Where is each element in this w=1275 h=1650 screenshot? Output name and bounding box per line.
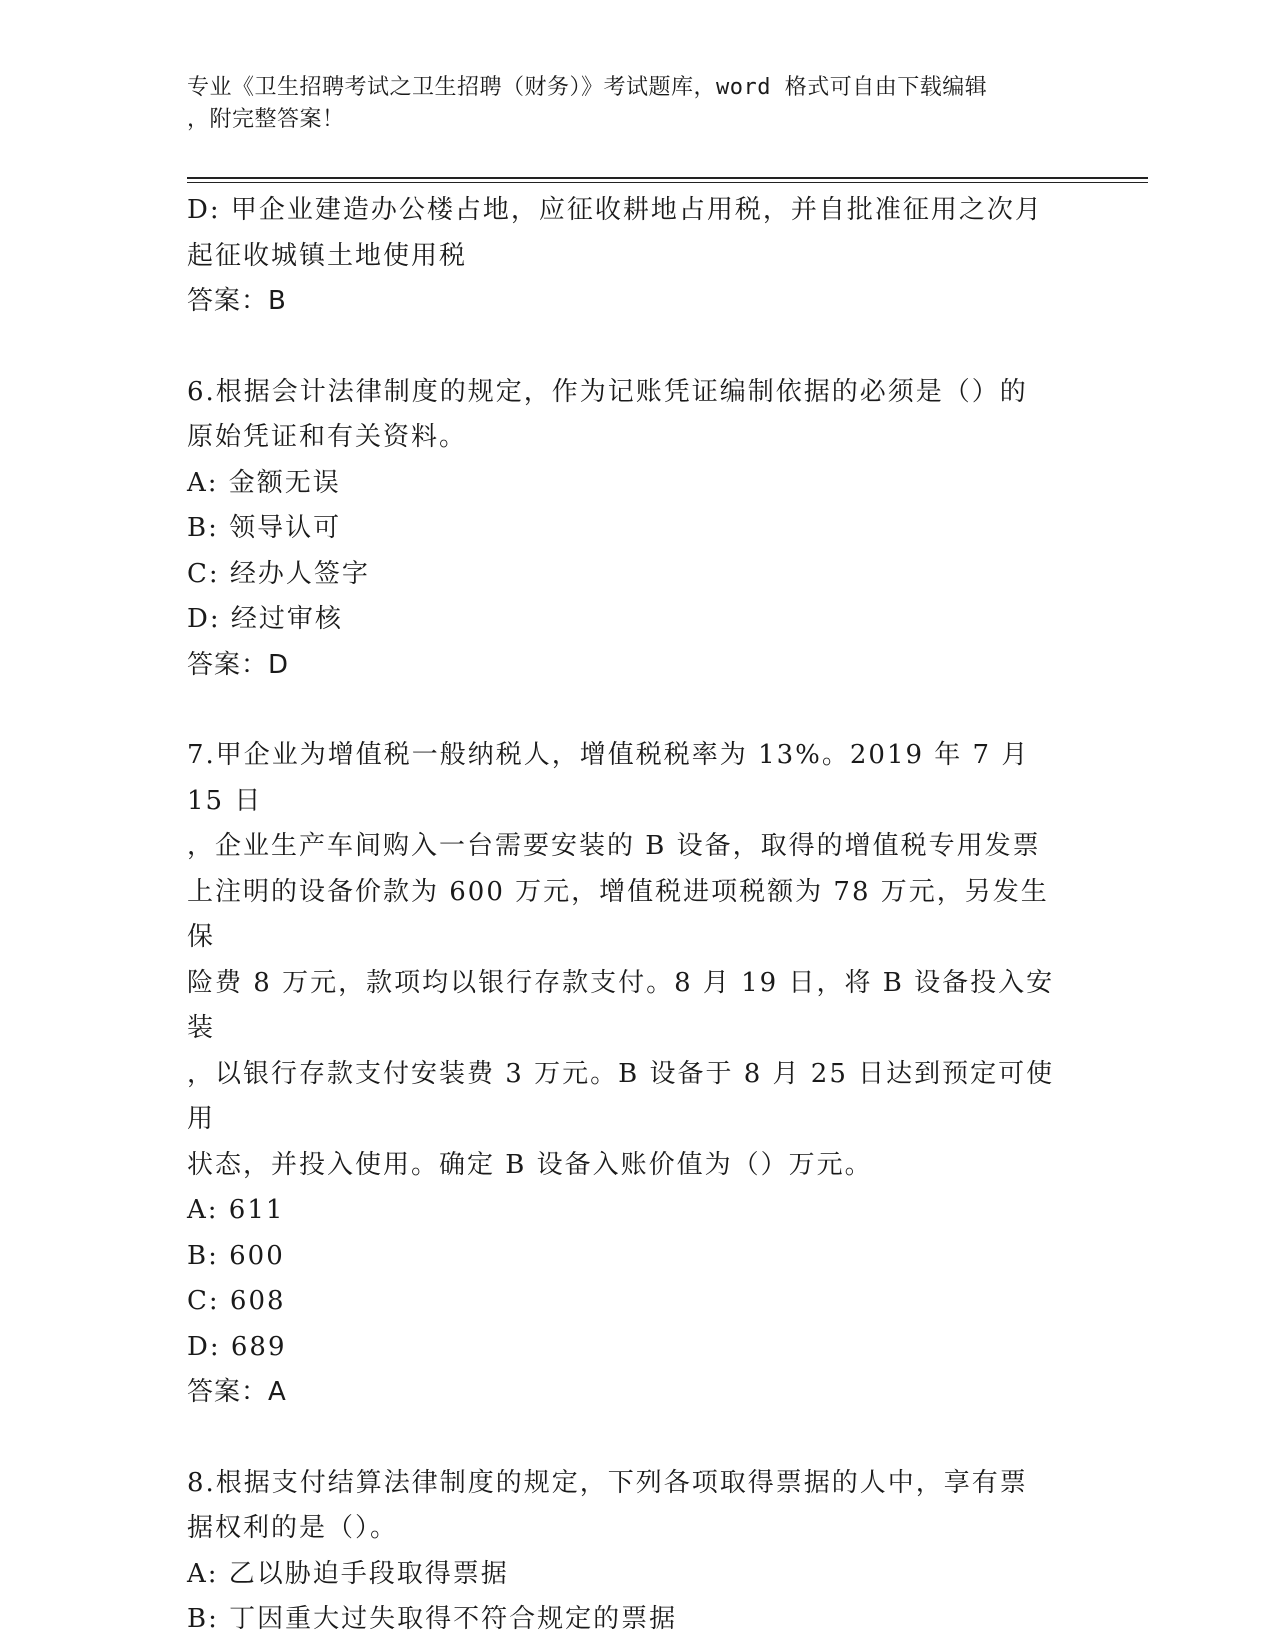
question-stem-line-4: 险费 8 万元，款项均以银行存款支付。8 月 19 日，将 B 设备投入安装 bbox=[187, 967, 1055, 1043]
question-stem-line-5: ，以银行存款支付安装费 3 万元。B 设备于 8 月 25 日达到预定可使用 bbox=[187, 1058, 1055, 1134]
header-line-2: ，附完整答案！ bbox=[187, 107, 345, 132]
answer-line: 答案：A bbox=[187, 1377, 287, 1407]
option-a: A: 乙以胁迫手段取得票据 bbox=[187, 1558, 509, 1589]
question-7 bbox=[187, 733, 1067, 1416]
question-5-tail bbox=[187, 188, 1067, 325]
question-content bbox=[187, 188, 1067, 1643]
question-stem-line-1: 7.甲企业为增值税一般纳税人，增值税税率为 13%。2019 年 7 月 15 日 bbox=[187, 740, 1030, 816]
document-header bbox=[187, 72, 1067, 136]
option-d: D: 经过审核 bbox=[187, 604, 343, 634]
option-d: D: 甲企业建造办公楼占地，应征收耕地占用税，并自批准征用之次月 bbox=[187, 195, 1043, 225]
answer-line: 答案：D bbox=[187, 649, 290, 680]
spacer bbox=[187, 325, 1067, 370]
option-d-continued: 起征收城镇土地使用税 bbox=[187, 240, 468, 271]
option-d: D: 689 bbox=[187, 1331, 287, 1362]
question-stem-line-2: ，企业生产车间购入一台需要安装的 B 设备，取得的增值税专用发票 bbox=[187, 831, 1041, 861]
option-b: B: 600 bbox=[187, 1240, 285, 1271]
question-stem-line-3: 上注明的设备价款为 600 万元，增值税进项税额为 78 万元，另发生保 bbox=[187, 876, 1049, 952]
question-6 bbox=[187, 370, 1067, 689]
option-b: B: 领导认可 bbox=[187, 513, 342, 543]
option-b: B: 丁因重大过失取得不符合规定的票据 bbox=[187, 1604, 678, 1634]
option-c: C: 608 bbox=[187, 1286, 286, 1316]
question-stem: 6.根据会计法律制度的规定，作为记账凭证编制依据的必须是（）的 bbox=[187, 376, 1028, 407]
option-c: C: 经办人签字 bbox=[187, 558, 370, 589]
option-a: A: 611 bbox=[187, 1195, 285, 1225]
spacer bbox=[187, 688, 1067, 733]
option-a: A: 金额无误 bbox=[187, 467, 341, 498]
header-rule-thick bbox=[187, 177, 1148, 179]
question-stem-continued: 原始凭证和有关资料。 bbox=[187, 422, 468, 452]
question-stem-line-6: 状态，并投入使用。确定 B 设备入账价值为（）万元。 bbox=[187, 1149, 873, 1180]
spacer bbox=[187, 1416, 1067, 1461]
answer-line: 答案：B bbox=[187, 286, 287, 316]
header-line-1: 专业《卫生招聘考试之卫生招聘（财务）》考试题库，word 格式可自由下载编辑 bbox=[187, 75, 988, 100]
header-rule-thin bbox=[187, 182, 1148, 183]
question-8 bbox=[187, 1461, 1067, 1643]
question-stem: 8.根据支付结算法律制度的规定，下列各项取得票据的人中，享有票 bbox=[187, 1467, 1028, 1498]
question-stem-continued: 据权利的是（）。 bbox=[187, 1513, 399, 1543]
